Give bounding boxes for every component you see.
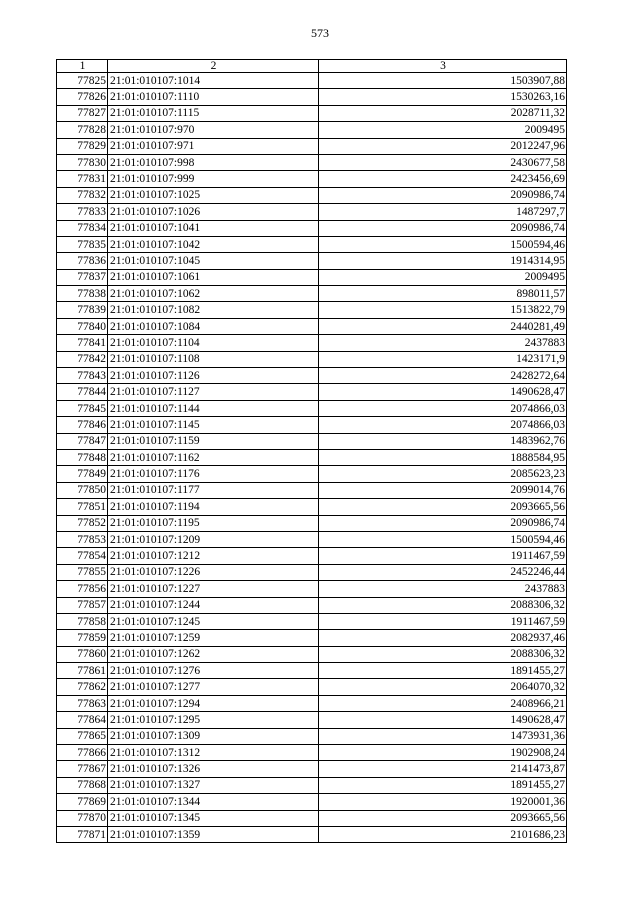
cadastral-value: 2090986,74 (319, 515, 567, 531)
row-number: 77841 (57, 335, 108, 351)
row-number: 77835 (57, 236, 108, 252)
cadastral-value: 1483962,76 (319, 433, 567, 449)
cadastral-value: 2074866,03 (319, 417, 567, 433)
cadastral-number: 21:01:010107:1309 (108, 728, 319, 744)
row-number: 77838 (57, 286, 108, 302)
cadastral-value: 2028711,32 (319, 105, 567, 121)
table-row (57, 826, 567, 842)
table-row (57, 368, 567, 384)
table-row (57, 646, 567, 662)
cadastral-number: 21:01:010107:1082 (108, 302, 319, 318)
table-row (57, 564, 567, 580)
row-number: 77869 (57, 794, 108, 810)
cadastral-number: 21:01:010107:1045 (108, 253, 319, 269)
cadastral-value: 2082937,46 (319, 630, 567, 646)
table-row (57, 613, 567, 629)
row-number: 77866 (57, 745, 108, 761)
table-row (57, 89, 567, 105)
row-number: 77868 (57, 777, 108, 793)
cadastral-number: 21:01:010107:1062 (108, 286, 319, 302)
cadastral-value: 1490628,47 (319, 712, 567, 728)
cadastral-value: 1888584,95 (319, 449, 567, 465)
row-number: 77830 (57, 154, 108, 170)
cadastral-value: 2009495 (319, 122, 567, 138)
cadastral-number: 21:01:010107:1226 (108, 564, 319, 580)
cadastral-value: 2093665,56 (319, 499, 567, 515)
row-number: 77827 (57, 105, 108, 121)
column-header-2: 2 (108, 60, 319, 73)
column-header-3: 3 (319, 60, 567, 73)
cadastral-number: 21:01:010107:998 (108, 154, 319, 170)
cadastral-number: 21:01:010107:1041 (108, 220, 319, 236)
cadastral-number: 21:01:010107:1108 (108, 351, 319, 367)
row-number: 77861 (57, 663, 108, 679)
cadastral-number: 21:01:010107:1042 (108, 236, 319, 252)
table-row (57, 745, 567, 761)
table-row (57, 679, 567, 695)
cadastral-number: 21:01:010107:1115 (108, 105, 319, 121)
cadastral-number: 21:01:010107:1084 (108, 318, 319, 334)
cadastral-number: 21:01:010107:1127 (108, 384, 319, 400)
column-header-1: 1 (57, 60, 108, 73)
row-number: 77859 (57, 630, 108, 646)
table-row (57, 761, 567, 777)
cadastral-number: 21:01:010107:1026 (108, 204, 319, 220)
cadastral-number: 21:01:010107:999 (108, 171, 319, 187)
table-row (57, 499, 567, 515)
table-row (57, 515, 567, 531)
row-number: 77856 (57, 581, 108, 597)
cadastral-number: 21:01:010107:1061 (108, 269, 319, 285)
cadastral-value: 1500594,46 (319, 531, 567, 547)
cadastral-value: 1891455,27 (319, 777, 567, 793)
table-row (57, 400, 567, 416)
table-row (57, 777, 567, 793)
row-number: 77863 (57, 695, 108, 711)
row-number: 77839 (57, 302, 108, 318)
cadastral-value: 2440281,49 (319, 318, 567, 334)
row-number: 77852 (57, 515, 108, 531)
row-number: 77837 (57, 269, 108, 285)
row-number: 77845 (57, 400, 108, 416)
row-number: 77860 (57, 646, 108, 662)
cadastral-value: 1500594,46 (319, 236, 567, 252)
table-row (57, 466, 567, 482)
row-number: 77851 (57, 499, 108, 515)
table-row (57, 154, 567, 170)
row-number: 77833 (57, 204, 108, 220)
table-row (57, 597, 567, 613)
cadastral-value: 2064070,32 (319, 679, 567, 695)
cadastral-number: 21:01:010107:1025 (108, 187, 319, 203)
row-number: 77842 (57, 351, 108, 367)
cadastral-number: 21:01:010107:1110 (108, 89, 319, 105)
cadastral-value: 2101686,23 (319, 826, 567, 842)
table-row (57, 417, 567, 433)
cadastral-value: 2009495 (319, 269, 567, 285)
table-row (57, 728, 567, 744)
row-number: 77846 (57, 417, 108, 433)
cadastral-value: 2088306,32 (319, 597, 567, 613)
row-number: 77832 (57, 187, 108, 203)
table-row (57, 236, 567, 252)
row-number: 77854 (57, 548, 108, 564)
cadastral-number: 21:01:010107:1145 (108, 417, 319, 433)
cadastral-value: 2452246,44 (319, 564, 567, 580)
table-body (57, 73, 567, 843)
cadastral-value: 1423171,9 (319, 351, 567, 367)
cadastral-value: 2430677,58 (319, 154, 567, 170)
cadastral-number: 21:01:010107:1276 (108, 663, 319, 679)
table-row (57, 302, 567, 318)
table-row (57, 335, 567, 351)
cadastral-number: 21:01:010107:1326 (108, 761, 319, 777)
cadastral-number: 21:01:010107:1209 (108, 531, 319, 547)
table-row (57, 695, 567, 711)
cadastral-value: 1902908,24 (319, 745, 567, 761)
cadastral-value: 1891455,27 (319, 663, 567, 679)
table-row (57, 810, 567, 826)
row-number: 77848 (57, 449, 108, 465)
row-number: 77855 (57, 564, 108, 580)
cadastral-value: 2141473,87 (319, 761, 567, 777)
row-number: 77844 (57, 384, 108, 400)
cadastral-value: 2090986,74 (319, 220, 567, 236)
cadastral-number: 21:01:010107:1295 (108, 712, 319, 728)
cadastral-number: 21:01:010107:1212 (108, 548, 319, 564)
header-row (57, 60, 567, 73)
cadastral-number: 21:01:010107:1294 (108, 695, 319, 711)
cadastral-value: 1490628,47 (319, 384, 567, 400)
row-number: 77836 (57, 253, 108, 269)
table-row (57, 171, 567, 187)
cadastral-value: 1914314,95 (319, 253, 567, 269)
cadastral-value: 898011,57 (319, 286, 567, 302)
table-row (57, 351, 567, 367)
row-number: 77834 (57, 220, 108, 236)
cadastral-number: 21:01:010107:1359 (108, 826, 319, 842)
table-row (57, 318, 567, 334)
table-row (57, 73, 567, 89)
cadastral-number: 21:01:010107:970 (108, 122, 319, 138)
table-row (57, 286, 567, 302)
cadastral-number: 21:01:010107:971 (108, 138, 319, 154)
row-number: 77840 (57, 318, 108, 334)
table-row (57, 220, 567, 236)
row-number: 77843 (57, 368, 108, 384)
cadastral-value: 2088306,32 (319, 646, 567, 662)
table-row (57, 581, 567, 597)
row-number: 77847 (57, 433, 108, 449)
cadastral-number: 21:01:010107:1262 (108, 646, 319, 662)
table-row (57, 122, 567, 138)
cadastral-value: 1920001,36 (319, 794, 567, 810)
cadastral-number: 21:01:010107:1245 (108, 613, 319, 629)
cadastral-number: 21:01:010107:1104 (108, 335, 319, 351)
table-row (57, 187, 567, 203)
cadastral-number: 21:01:010107:1344 (108, 794, 319, 810)
row-number: 77867 (57, 761, 108, 777)
table-row (57, 269, 567, 285)
table-row (57, 105, 567, 121)
cadastral-number: 21:01:010107:1277 (108, 679, 319, 695)
table-row (57, 449, 567, 465)
cadastral-value: 2085623,23 (319, 466, 567, 482)
table-row (57, 531, 567, 547)
cadastral-value: 1911467,59 (319, 613, 567, 629)
row-number: 77871 (57, 826, 108, 842)
cadastral-number: 21:01:010107:1327 (108, 777, 319, 793)
row-number: 77850 (57, 482, 108, 498)
table-row (57, 253, 567, 269)
table-row (57, 138, 567, 154)
cadastral-number: 21:01:010107:1345 (108, 810, 319, 826)
row-number: 77857 (57, 597, 108, 613)
table-row (57, 384, 567, 400)
cadastral-number: 21:01:010107:1162 (108, 449, 319, 465)
row-number: 77826 (57, 89, 108, 105)
row-number: 77870 (57, 810, 108, 826)
table-row (57, 548, 567, 564)
cadastral-value: 2099014,76 (319, 482, 567, 498)
row-number: 77862 (57, 679, 108, 695)
cadastral-value: 1503907,88 (319, 73, 567, 89)
cadastral-number: 21:01:010107:1195 (108, 515, 319, 531)
page-number: 573 (311, 26, 329, 40)
cadastral-number: 21:01:010107:1194 (108, 499, 319, 515)
row-number: 77864 (57, 712, 108, 728)
row-number: 77829 (57, 138, 108, 154)
cadastral-number: 21:01:010107:1144 (108, 400, 319, 416)
cadastral-value: 2437883 (319, 335, 567, 351)
table-row (57, 204, 567, 220)
row-number: 77828 (57, 122, 108, 138)
table-row (57, 630, 567, 646)
cadastral-value: 1530263,16 (319, 89, 567, 105)
table-row (57, 433, 567, 449)
cadastral-number: 21:01:010107:1259 (108, 630, 319, 646)
table-row (57, 482, 567, 498)
cadastral-value: 1487297,7 (319, 204, 567, 220)
cadastral-value: 2428272,64 (319, 368, 567, 384)
cadastral-value: 1911467,59 (319, 548, 567, 564)
cadastral-value: 2437883 (319, 581, 567, 597)
cadastral-value: 2408966,21 (319, 695, 567, 711)
table-row (57, 663, 567, 679)
cadastral-number: 21:01:010107:1244 (108, 597, 319, 613)
cadastral-number: 21:01:010107:1312 (108, 745, 319, 761)
row-number: 77825 (57, 73, 108, 89)
row-number: 77831 (57, 171, 108, 187)
row-number: 77849 (57, 466, 108, 482)
table-row (57, 712, 567, 728)
table-row (57, 794, 567, 810)
cadastral-number: 21:01:010107:1159 (108, 433, 319, 449)
cadastral-value: 1513822,79 (319, 302, 567, 318)
cadastral-number: 21:01:010107:1177 (108, 482, 319, 498)
cadastral-value: 2093665,56 (319, 810, 567, 826)
cadastral-number: 21:01:010107:1227 (108, 581, 319, 597)
cadastral-value: 1473931,36 (319, 728, 567, 744)
cadastral-value: 2074866,03 (319, 400, 567, 416)
cadastral-number: 21:01:010107:1176 (108, 466, 319, 482)
cadastral-value: 2012247,96 (319, 138, 567, 154)
cadastral-value: 2090986,74 (319, 187, 567, 203)
row-number: 77865 (57, 728, 108, 744)
registry-table (56, 59, 567, 843)
row-number: 77853 (57, 531, 108, 547)
row-number: 77858 (57, 613, 108, 629)
cadastral-value: 2423456,69 (319, 171, 567, 187)
cadastral-number: 21:01:010107:1014 (108, 73, 319, 89)
cadastral-number: 21:01:010107:1126 (108, 368, 319, 384)
